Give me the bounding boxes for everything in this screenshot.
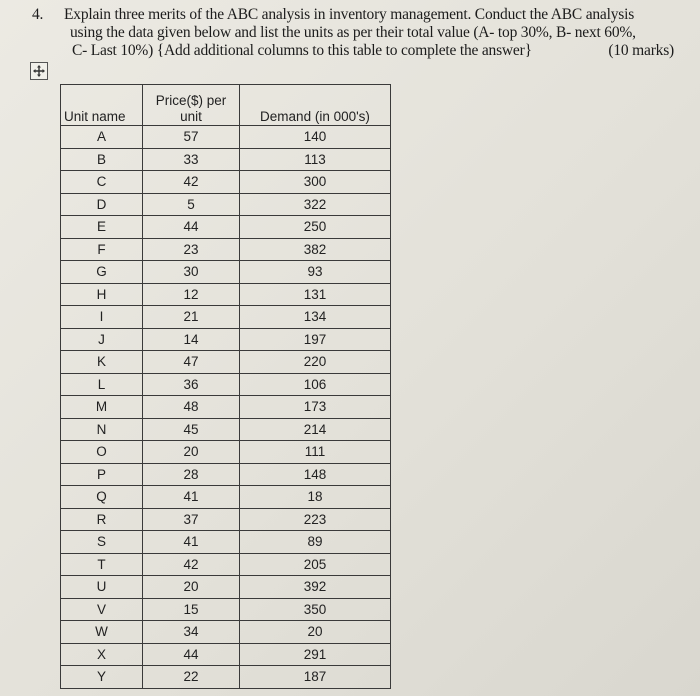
cell-demand: 350 bbox=[240, 598, 391, 621]
cell-demand: 113 bbox=[240, 148, 391, 171]
cell-unit-name: F bbox=[61, 238, 143, 261]
cell-demand: 291 bbox=[240, 643, 391, 666]
cell-price: 41 bbox=[143, 486, 240, 509]
cell-price: 48 bbox=[143, 396, 240, 419]
cell-unit-name: S bbox=[61, 531, 143, 554]
table-row bbox=[61, 621, 391, 644]
cell-price: 36 bbox=[143, 373, 240, 396]
cell-demand: 187 bbox=[240, 666, 391, 689]
cell-unit-name: Y bbox=[61, 666, 143, 689]
table-row bbox=[61, 216, 391, 239]
table-move-handle-icon[interactable] bbox=[30, 62, 48, 80]
cell-demand: 300 bbox=[240, 171, 391, 194]
header-demand: Demand (in 000's) bbox=[240, 85, 391, 126]
table-body bbox=[61, 126, 391, 689]
cell-price: 14 bbox=[143, 328, 240, 351]
table-row bbox=[61, 418, 391, 441]
cell-unit-name: C bbox=[61, 171, 143, 194]
cell-demand: 250 bbox=[240, 216, 391, 239]
cell-unit-name: K bbox=[61, 351, 143, 374]
cell-unit-name: N bbox=[61, 418, 143, 441]
question-line-2: using the data given below and list the units as per their total value (A- top 30%, B- next 60%, bbox=[70, 24, 636, 41]
cell-demand: 93 bbox=[240, 261, 391, 284]
cell-demand: 20 bbox=[240, 621, 391, 644]
cell-price: 42 bbox=[143, 171, 240, 194]
cell-price: 21 bbox=[143, 306, 240, 329]
cell-price: 20 bbox=[143, 576, 240, 599]
cell-price: 57 bbox=[143, 126, 240, 149]
cell-demand: 148 bbox=[240, 463, 391, 486]
cell-unit-name: L bbox=[61, 373, 143, 396]
table-row bbox=[61, 666, 391, 689]
cell-price: 34 bbox=[143, 621, 240, 644]
cell-price: 44 bbox=[143, 643, 240, 666]
table-row bbox=[61, 193, 391, 216]
table-row bbox=[61, 351, 391, 374]
cell-unit-name: R bbox=[61, 508, 143, 531]
question-text bbox=[32, 6, 692, 60]
question-marks: (10 marks) bbox=[608, 42, 674, 59]
table-header-row bbox=[61, 85, 391, 126]
cell-price: 28 bbox=[143, 463, 240, 486]
cell-demand: 106 bbox=[240, 373, 391, 396]
cell-unit-name: O bbox=[61, 441, 143, 464]
cell-demand: 223 bbox=[240, 508, 391, 531]
table-row bbox=[61, 373, 391, 396]
table-row bbox=[61, 553, 391, 576]
cell-price: 12 bbox=[143, 283, 240, 306]
table-row bbox=[61, 283, 391, 306]
table-row bbox=[61, 576, 391, 599]
question-line-3 bbox=[72, 42, 692, 60]
cell-price: 37 bbox=[143, 508, 240, 531]
cell-demand: 214 bbox=[240, 418, 391, 441]
table-row bbox=[61, 148, 391, 171]
cell-demand: 197 bbox=[240, 328, 391, 351]
cell-price: 41 bbox=[143, 531, 240, 554]
cell-unit-name: D bbox=[61, 193, 143, 216]
table-row bbox=[61, 126, 391, 149]
cell-unit-name: E bbox=[61, 216, 143, 239]
cell-demand: 140 bbox=[240, 126, 391, 149]
cell-unit-name: X bbox=[61, 643, 143, 666]
cell-unit-name: I bbox=[61, 306, 143, 329]
table-row bbox=[61, 508, 391, 531]
table-row bbox=[61, 306, 391, 329]
cell-price: 47 bbox=[143, 351, 240, 374]
cell-price: 20 bbox=[143, 441, 240, 464]
cell-demand: 382 bbox=[240, 238, 391, 261]
cell-price: 44 bbox=[143, 216, 240, 239]
question-instruction: C- Last 10%) {Add additional columns to this table to complete the answer} bbox=[72, 42, 532, 59]
cell-unit-name: G bbox=[61, 261, 143, 284]
cell-price: 45 bbox=[143, 418, 240, 441]
table-row bbox=[61, 643, 391, 666]
table-row bbox=[61, 328, 391, 351]
abc-data-table bbox=[60, 84, 391, 689]
question-number: 4. bbox=[32, 6, 44, 23]
table-row bbox=[61, 531, 391, 554]
table-row bbox=[61, 396, 391, 419]
cell-unit-name: T bbox=[61, 553, 143, 576]
table-row bbox=[61, 171, 391, 194]
cell-price: 23 bbox=[143, 238, 240, 261]
cell-price: 15 bbox=[143, 598, 240, 621]
cell-demand: 111 bbox=[240, 441, 391, 464]
cell-unit-name: U bbox=[61, 576, 143, 599]
cell-demand: 173 bbox=[240, 396, 391, 419]
cell-demand: 18 bbox=[240, 486, 391, 509]
table-row bbox=[61, 486, 391, 509]
cell-price: 42 bbox=[143, 553, 240, 576]
cell-demand: 134 bbox=[240, 306, 391, 329]
cell-unit-name: W bbox=[61, 621, 143, 644]
cell-demand: 322 bbox=[240, 193, 391, 216]
question-line-1: Explain three merits of the ABC analysis in inventory management. Conduct the ABC analysis bbox=[64, 6, 635, 23]
cell-unit-name: H bbox=[61, 283, 143, 306]
cell-demand: 220 bbox=[240, 351, 391, 374]
cell-price: 22 bbox=[143, 666, 240, 689]
table-row bbox=[61, 261, 391, 284]
table-row bbox=[61, 238, 391, 261]
cell-demand: 131 bbox=[240, 283, 391, 306]
table-row bbox=[61, 598, 391, 621]
cell-unit-name: B bbox=[61, 148, 143, 171]
cell-unit-name: A bbox=[61, 126, 143, 149]
cell-unit-name: V bbox=[61, 598, 143, 621]
cell-unit-name: J bbox=[61, 328, 143, 351]
cell-demand: 89 bbox=[240, 531, 391, 554]
header-price: Price($) per unit bbox=[143, 85, 240, 126]
cell-price: 33 bbox=[143, 148, 240, 171]
table-row bbox=[61, 441, 391, 464]
cell-price: 5 bbox=[143, 193, 240, 216]
cell-demand: 392 bbox=[240, 576, 391, 599]
table-row bbox=[61, 463, 391, 486]
header-unit-name: Unit name bbox=[61, 85, 143, 126]
cell-demand: 205 bbox=[240, 553, 391, 576]
cell-unit-name: P bbox=[61, 463, 143, 486]
cell-unit-name: M bbox=[61, 396, 143, 419]
cell-price: 30 bbox=[143, 261, 240, 284]
cell-unit-name: Q bbox=[61, 486, 143, 509]
